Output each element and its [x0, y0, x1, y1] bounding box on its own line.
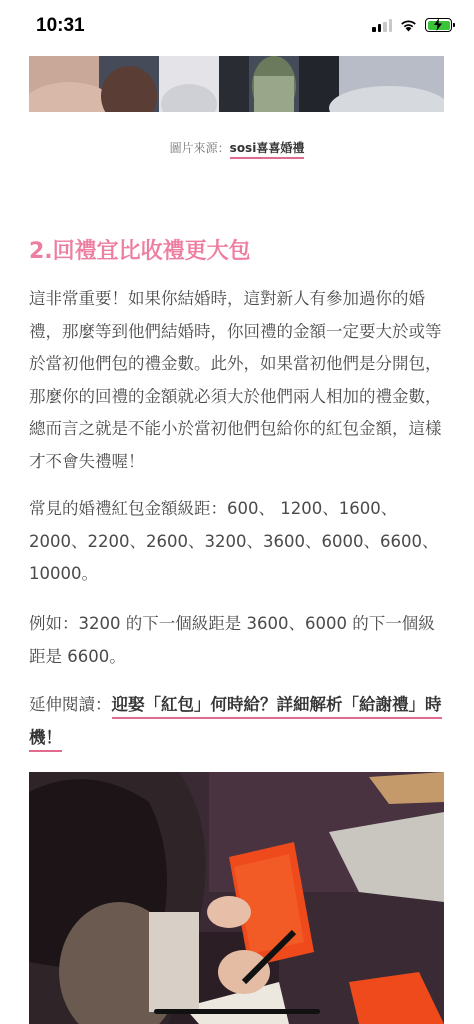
read-more: [29, 689, 445, 754]
image-caption: [0, 139, 474, 156]
home-indicator[interactable]: [154, 1009, 320, 1014]
image-source-link[interactable]: sosi喜喜婚禮: [230, 141, 305, 159]
caption-prefix: 圖片來源：: [169, 141, 230, 155]
status-bar: [0, 0, 474, 56]
read-more-prefix: 延伸閱讀：: [29, 695, 112, 714]
status-time: 10:31: [36, 15, 85, 36]
status-icons: [372, 18, 452, 32]
paragraph-gift-rule: 這非常重要！如果你結婚時，這對新人有參加過你的婚禮，那麼等到他們結婚時，你回禮的金額一定要大於或等於當初他們包的禮金數。此外，如果當初他們是分開包，那麼你的回禮的金額就必須大於他們兩人相加的禮金數，總而言之就是不能小於當初他們包給你的紅包金額，這樣才不會失禮喔！: [29, 289, 442, 471]
paragraph-amount-tiers: 常見的婚禮紅包金額級距：600、 1200、1600、2000、2200、2600、3200、3600、6000、6600、10000。: [29, 499, 439, 583]
paragraph-example: 例如：3200 的下一個級距是 3600、6000 的下一個級距是 6600。: [29, 614, 435, 666]
battery-charging-icon: [425, 18, 452, 32]
cellular-signal-icon: [372, 19, 392, 32]
wedding-crowd-photo: [29, 56, 444, 112]
read-more-link[interactable]: 迎娶「紅包」何時給？詳細解析「給謝禮」時機！: [29, 695, 442, 752]
red-envelope-photo: [29, 772, 444, 1024]
wifi-icon: [400, 19, 417, 32]
section-heading: 2.回禮宜比收禮更大包: [29, 239, 251, 264]
